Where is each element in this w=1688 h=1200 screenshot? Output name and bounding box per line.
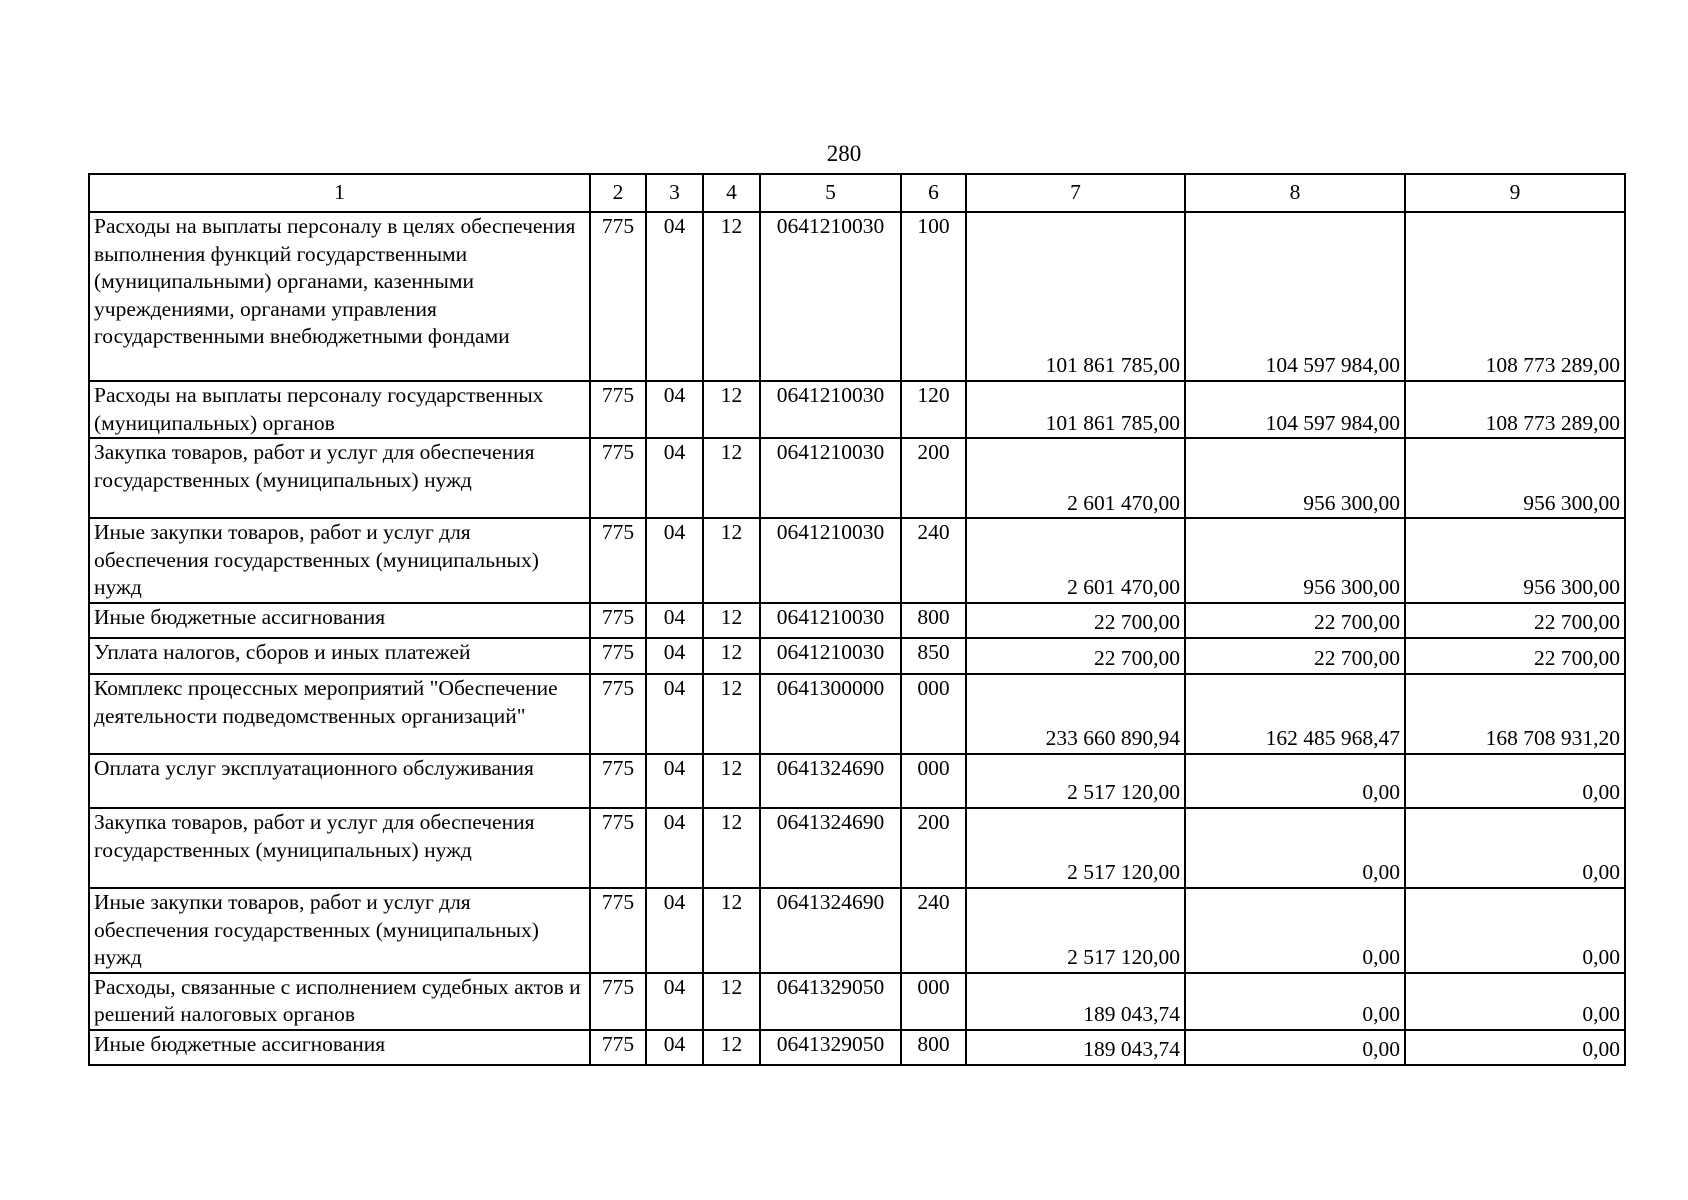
amount-cell: 2 517 120,00 [966,808,1185,888]
code-cell: 800 [901,603,966,638]
amount-cell: 22 700,00 [1185,638,1405,674]
column-header: 4 [703,174,760,212]
row-description: Иные закупки товаров, работ и услуг для обеспечения государственных (муниципальных) нужд [89,888,590,973]
amount-cell: 168 708 931,20 [1405,674,1625,754]
amount-cell: 956 300,00 [1185,438,1405,518]
code-cell: 0641300000 [760,674,901,754]
code-cell: 775 [590,438,646,518]
amount-cell: 0,00 [1185,1030,1405,1065]
code-cell: 775 [590,212,646,381]
code-cell: 240 [901,888,966,973]
table-row [89,603,1625,638]
amount-cell: 2 517 120,00 [966,754,1185,808]
row-description: Закупка товаров, работ и услуг для обеспечения государственных (муниципальных) нужд [89,808,590,888]
column-header: 9 [1405,174,1625,212]
amount-cell: 189 043,74 [966,1030,1185,1065]
amount-cell: 104 597 984,00 [1185,212,1405,381]
code-cell: 200 [901,808,966,888]
column-header: 7 [966,174,1185,212]
table-row [89,754,1625,808]
code-cell: 240 [901,518,966,603]
code-cell: 000 [901,754,966,808]
code-cell: 04 [646,438,703,518]
amount-cell: 22 700,00 [966,603,1185,638]
code-cell: 775 [590,518,646,603]
amount-cell: 22 700,00 [966,638,1185,674]
row-description: Закупка товаров, работ и услуг для обеспечения государственных (муниципальных) нужд [89,438,590,518]
code-cell: 775 [590,973,646,1030]
amount-cell: 956 300,00 [1185,518,1405,603]
row-description: Оплата услуг эксплуатационного обслуживания [89,754,590,808]
amount-cell: 22 700,00 [1405,638,1625,674]
amount-cell: 108 773 289,00 [1405,212,1625,381]
code-cell: 12 [703,212,760,381]
code-cell: 12 [703,808,760,888]
code-cell: 04 [646,212,703,381]
code-cell: 0641210030 [760,518,901,603]
code-cell: 0641210030 [760,438,901,518]
page-number: 280 [826,141,862,166]
code-cell: 12 [703,973,760,1030]
table-row [89,973,1625,1030]
code-cell: 12 [703,518,760,603]
row-description: Уплата налогов, сборов и иных платежей [89,638,590,674]
code-cell: 775 [590,754,646,808]
code-cell: 200 [901,438,966,518]
amount-cell: 956 300,00 [1405,518,1625,603]
amount-cell: 189 043,74 [966,973,1185,1030]
code-cell: 12 [703,888,760,973]
amount-cell: 101 861 785,00 [966,212,1185,381]
code-cell: 04 [646,808,703,888]
code-cell: 0641329050 [760,1030,901,1065]
amount-cell: 2 517 120,00 [966,888,1185,973]
amount-cell: 233 660 890,94 [966,674,1185,754]
amount-cell: 104 597 984,00 [1185,381,1405,438]
code-cell: 0641324690 [760,808,901,888]
amount-cell: 162 485 968,47 [1185,674,1405,754]
table-row [89,638,1625,674]
table-row [89,381,1625,438]
code-cell: 04 [646,674,703,754]
column-header: 5 [760,174,901,212]
code-cell: 0641329050 [760,973,901,1030]
row-description: Иные закупки товаров, работ и услуг для обеспечения государственных (муниципальных) нужд [89,518,590,603]
code-cell: 04 [646,518,703,603]
code-cell: 04 [646,638,703,674]
amount-cell: 0,00 [1405,754,1625,808]
amount-cell: 0,00 [1405,808,1625,888]
column-header: 2 [590,174,646,212]
table-header-row [89,174,1625,212]
table-body [89,174,1625,1065]
code-cell: 04 [646,1030,703,1065]
code-cell: 800 [901,1030,966,1065]
table-row [89,1030,1625,1065]
row-description: Расходы на выплаты персоналу государственных (муниципальных) органов [89,381,590,438]
code-cell: 775 [590,888,646,973]
table-row [89,518,1625,603]
amount-cell: 2 601 470,00 [966,438,1185,518]
amount-cell: 956 300,00 [1405,438,1625,518]
code-cell: 775 [590,603,646,638]
amount-cell: 0,00 [1185,973,1405,1030]
code-cell: 0641210030 [760,212,901,381]
code-cell: 12 [703,381,760,438]
code-cell: 120 [901,381,966,438]
amount-cell: 22 700,00 [1405,603,1625,638]
code-cell: 0641210030 [760,381,901,438]
code-cell: 775 [590,674,646,754]
code-cell: 12 [703,638,760,674]
code-cell: 775 [590,1030,646,1065]
code-cell: 0641324690 [760,754,901,808]
code-cell: 12 [703,754,760,808]
amount-cell: 0,00 [1185,754,1405,808]
amount-cell: 108 773 289,00 [1405,381,1625,438]
amount-cell: 101 861 785,00 [966,381,1185,438]
code-cell: 04 [646,381,703,438]
code-cell: 850 [901,638,966,674]
code-cell: 775 [590,638,646,674]
code-cell: 12 [703,438,760,518]
code-cell: 0641324690 [760,888,901,973]
amount-cell: 0,00 [1185,808,1405,888]
amount-cell: 0,00 [1185,888,1405,973]
table-row [89,212,1625,381]
table-row [89,674,1625,754]
row-description: Иные бюджетные ассигнования [89,1030,590,1065]
row-description: Расходы, связанные с исполнением судебных актов и решений налоговых органов [89,973,590,1030]
code-cell: 12 [703,603,760,638]
amount-cell: 22 700,00 [1185,603,1405,638]
table-row [89,888,1625,973]
amount-cell: 2 601 470,00 [966,518,1185,603]
code-cell: 04 [646,888,703,973]
table-row [89,438,1625,518]
code-cell: 100 [901,212,966,381]
column-header: 3 [646,174,703,212]
amount-cell: 0,00 [1405,888,1625,973]
code-cell: 0641210030 [760,638,901,674]
code-cell: 000 [901,674,966,754]
column-header: 8 [1185,174,1405,212]
code-cell: 04 [646,973,703,1030]
table-row [89,808,1625,888]
row-description: Расходы на выплаты персоналу в целях обеспечения выполнения функций государственными (муниципальными) органами, казенными учреждениями, органами управления государственными внебюджетными фондами [89,212,590,381]
code-cell: 775 [590,381,646,438]
row-description: Иные бюджетные ассигнования [89,603,590,638]
column-header: 6 [901,174,966,212]
amount-cell: 0,00 [1405,973,1625,1030]
code-cell: 12 [703,1030,760,1065]
code-cell: 775 [590,808,646,888]
code-cell: 000 [901,973,966,1030]
code-cell: 0641210030 [760,603,901,638]
code-cell: 12 [703,674,760,754]
row-description: Комплекс процессных мероприятий "Обеспечение деятельности подведомственных организаций" [89,674,590,754]
budget-table [88,173,1626,1066]
amount-cell: 0,00 [1405,1030,1625,1065]
code-cell: 04 [646,754,703,808]
column-header: 1 [89,174,590,212]
code-cell: 04 [646,603,703,638]
